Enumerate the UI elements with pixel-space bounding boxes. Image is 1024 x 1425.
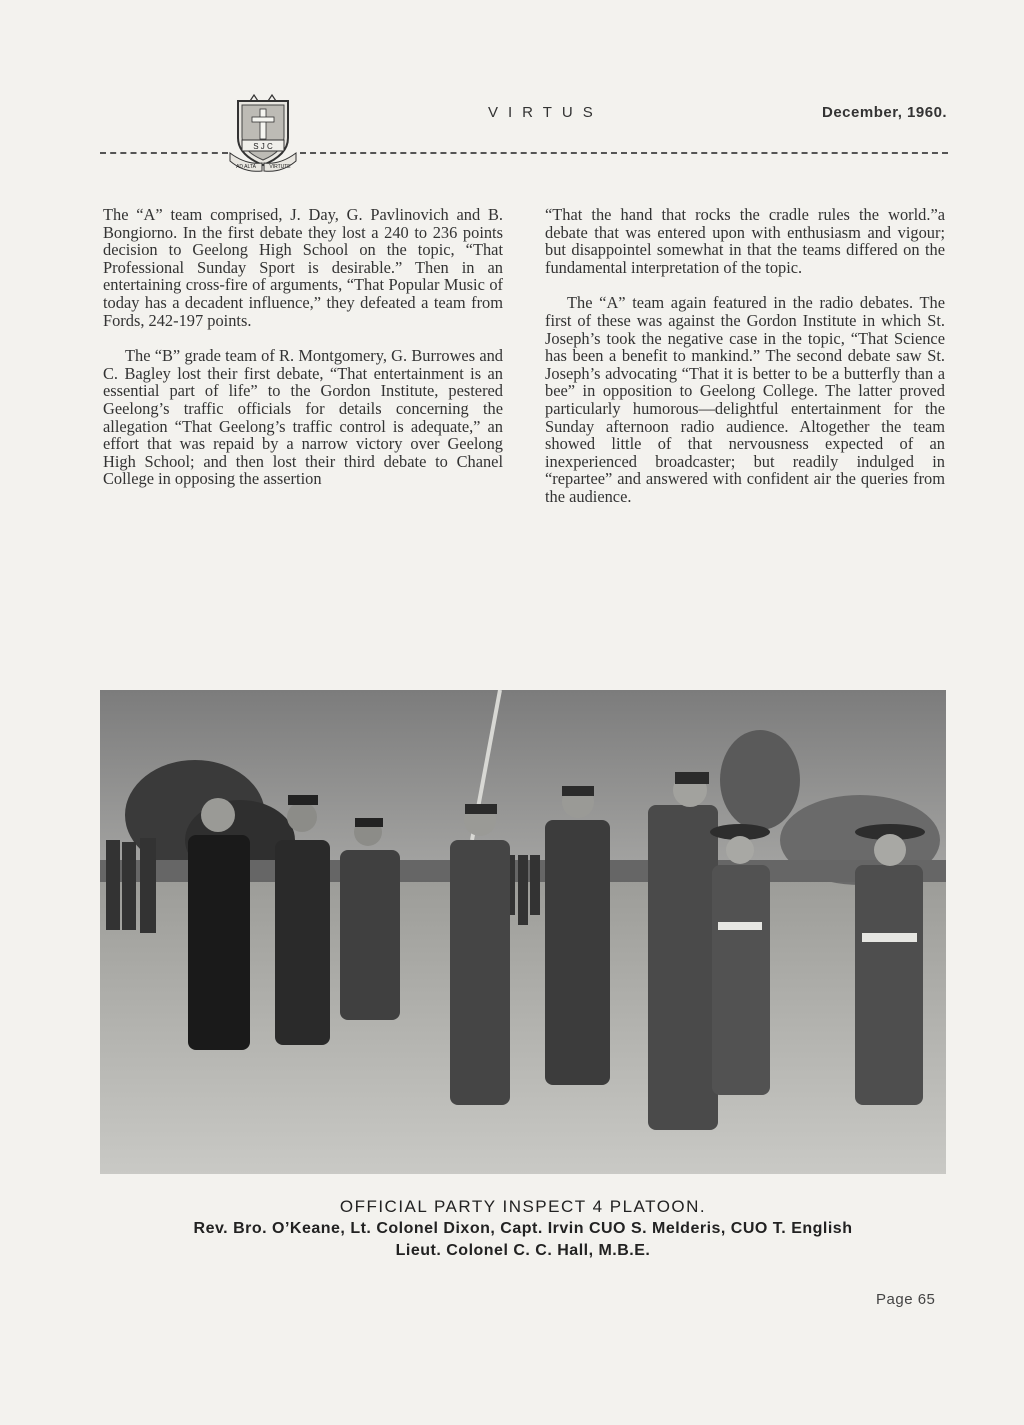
caption-names-line-2: Lieut. Colonel C. C. Hall, M.B.E. [395,1242,651,1259]
inspection-photograph [100,690,946,1174]
article-paragraph: “That the hand that rocks the cradle rules the world.”a debate that was entered upon with enthusiasm and vigour; but disappointel somewhat in that the teams differed on the fundamental interpretation of the topic. [545,205,945,277]
header-rule-right [300,152,948,154]
caption-title: OFFICIAL PARTY INSPECT 4 PLATOON. [339,1197,707,1216]
crest-motto-right: VIRTUTE [269,164,291,170]
article-paragraph: The “A” team comprised, J. Day, G. Pavlinovich and B. Bongiorno. In the first debate they lost a 240 to 236 points decision to Geelong High School on the topic, “That Professional Sunday Sport is desirable.” Then in an entertaining cross-fire of arguments, “That Popular Music of today has a decadent influence,” they defeated a team from Fords, 242-197 points. [103,205,503,330]
article-paragraph: The “B” grade team of R. Montgomery, G. Burrowes and C. Bagley lost their first debate, “That entertainment is an essential part of life” to the Gordon Institute, pestered Geelong’s traffic officials for details concerning the allegation “That Geelong’s traffic control is adequate,” an effort that was repaid by a narrow victory over Geelong High School; and then lost their third debate to Chanel College in opposing the assertion [103,346,503,489]
article-left-column [103,206,503,506]
page-number: Page 65 [876,1291,936,1308]
school-crest-icon [228,93,298,173]
masthead-title: VIRTUS [488,104,603,121]
issue-date: December, 1960. [822,104,948,121]
article-paragraph: The “A” team again featured in the radio debates. The first of these was against the Gordon Institute in which St. Joseph’s took the negative case in the topic, “That Science has been a benefit to mankind.” The second debate saw St. Joseph’s advocating “That it is better to be a butterfly than a bee” in opposition to Geelong College. The latter proved particularly humorous—delightful entertainment for the Sunday afternoon radio audience. Altogether the team showed little of that nervousness expected of an inexperienced broadcaster; but readily indulged in “repartee” and answered with confident air the queries from the audience. [545,293,945,506]
caption-names-line-1: Rev. Bro. O’Keane, Lt. Colonel Dixon, Capt. Irvin CUO S. Melderis, CUO T. English [193,1220,853,1237]
crest-initials: S J C [253,142,273,151]
photo-caption [100,1196,946,1262]
header-rule-left [100,152,228,154]
crest-motto-left: AD ALTA [236,164,256,170]
photo-illustration [100,690,946,1174]
article-right-column [545,206,945,524]
